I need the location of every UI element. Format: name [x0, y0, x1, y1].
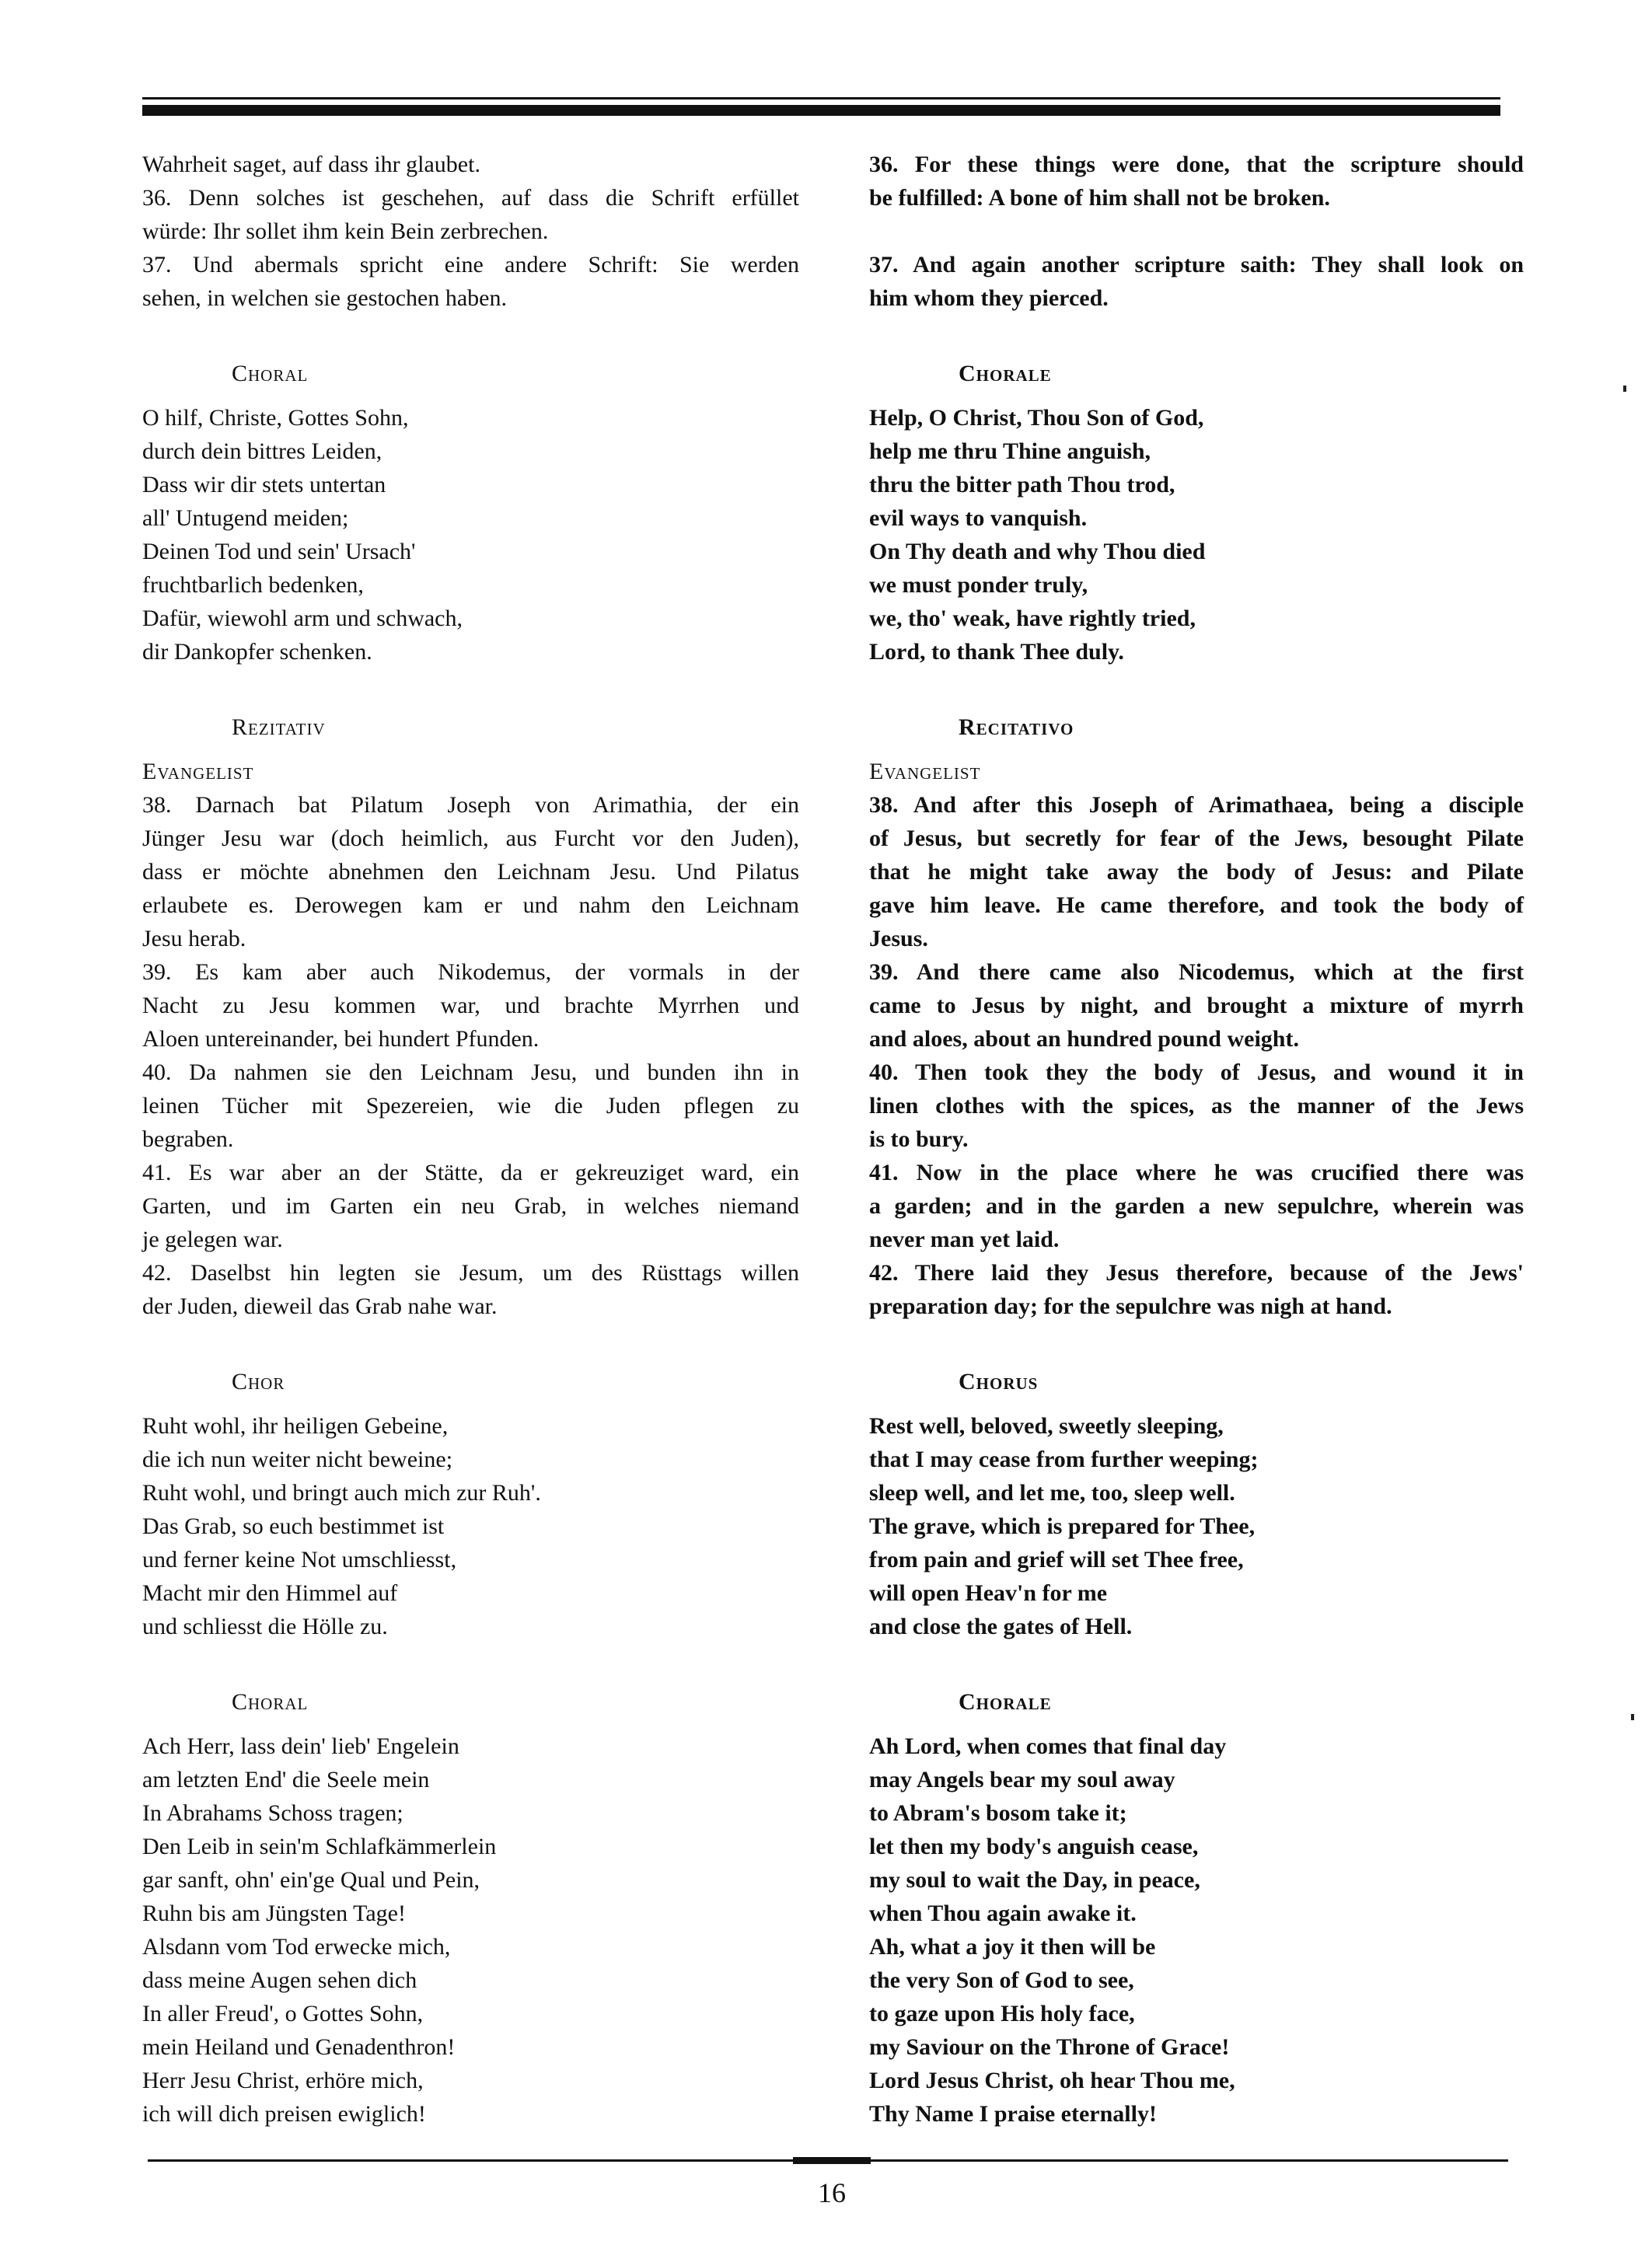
text-line: 39. Es kam aber auch Nikodemus, der vormals in der — [142, 959, 799, 985]
text-line: Nacht zu Jesu kommen war, und brachte Myrrhen und — [142, 993, 799, 1018]
text-line: 36. Denn solches ist geschehen, auf dass die Schrift erfüllet — [142, 185, 799, 211]
text-line: der Juden, dieweil das Grab nahe war. — [142, 1293, 498, 1319]
text-line: 38. Darnach bat Pilatum Joseph von Arimathia, der ein — [142, 792, 799, 818]
text-line: je gelegen war. — [142, 1227, 283, 1252]
german-column — [142, 148, 799, 2131]
de-evangelist-label: Evangelist — [142, 759, 254, 784]
text-line: Ruhn bis am Jüngsten Tage! — [142, 1901, 406, 1926]
text-line: 37. And again another scripture saith: They shall look on — [869, 252, 1524, 278]
en-verse37 — [869, 248, 1524, 315]
text-line: am letzten End' die Seele mein — [142, 1767, 430, 1792]
text-line: sleep well, and let me, too, sleep well. — [869, 1480, 1235, 1506]
text-line: help me thru Thine anguish, — [869, 438, 1151, 464]
text-line: all' Untugend meiden; — [142, 505, 349, 531]
text-line: Macht mir den Himmel auf — [142, 1580, 398, 1606]
text-line: Jesus. — [869, 926, 928, 951]
text-line: we, tho' weak, have rightly tried, — [869, 606, 1196, 631]
text-line: Ah, what a joy it then will be — [869, 1934, 1156, 1960]
en-chorus-text — [869, 1409, 1524, 1643]
text-line: erlaubete es. Derowegen kam er und nahm den Leichnam — [142, 892, 799, 918]
de-choral1-text — [142, 401, 799, 668]
text-line: linen clothes with the spices, as the manner of the Jews — [869, 1093, 1524, 1119]
de-chor-heading: Chor — [232, 1369, 285, 1395]
text-line: ich will dich preisen ewiglich! — [142, 2101, 426, 2127]
text-line: 42. Daselbst hin legten sie Jesum, um des Rüsttags willen — [142, 1260, 799, 1286]
text-line: leinen Tücher mit Spezereien, wie die Juden pflegen zu — [142, 1093, 799, 1119]
en-chorale1-text — [869, 401, 1524, 668]
header-rule-thin — [142, 97, 1500, 99]
text-line: durch dein bittres Leiden, — [142, 438, 382, 464]
text-line: 41. Es war aber an der Stätte, da er gekreuziget ward, ein — [142, 1160, 799, 1185]
en-recitativo-text — [869, 788, 1524, 1323]
text-line: that I may cease from further weeping; — [869, 1447, 1259, 1472]
text-line: 36. For these things were done, that the scripture should — [869, 152, 1524, 177]
text-line: when Thou again awake it. — [869, 1901, 1137, 1926]
margin-speck — [1631, 1714, 1634, 1720]
text-line: preparation day; for the sepulchre was nigh at hand. — [869, 1293, 1392, 1319]
text-line: Rest well, beloved, sweetly sleeping, — [869, 1413, 1224, 1439]
de-intro — [142, 148, 799, 315]
text-line: Alsdann vom Tod erwecke mich, — [142, 1934, 451, 1960]
en-chorale2-text — [869, 1730, 1524, 2131]
de-choral1-heading: Choral — [232, 361, 309, 386]
text-line: fruchtbarlich bedenken, — [142, 572, 364, 598]
text-line: Ruht wohl, und bringt auch mich zur Ruh'. — [142, 1480, 541, 1506]
en-chorale1-heading: Chorale — [959, 361, 1052, 386]
text-line: Aloen untereinander, bei hundert Pfunden. — [142, 1026, 540, 1052]
text-line: that he might take away the body of Jesus: and Pilate — [869, 859, 1524, 885]
text-line: begraben. — [142, 1126, 234, 1152]
de-choral2-heading: Choral — [232, 1689, 309, 1715]
text-line: 40. Then took they the body of Jesus, and wound it in — [869, 1059, 1524, 1085]
text-line: Ah Lord, when comes that final day — [869, 1733, 1227, 1759]
text-line: the very Son of God to see, — [869, 1967, 1134, 1993]
text-line: Herr Jesu Christ, erhöre mich, — [142, 2068, 424, 2093]
text-line: Thy Name I praise eternally! — [869, 2101, 1157, 2127]
text-line: würde: Ihr sollet ihm kein Bein zerbrechen. — [142, 218, 549, 244]
text-line: will open Heav'n for me — [869, 1580, 1108, 1606]
text-line: came to Jesus by night, and brought a mixture of myrrh — [869, 993, 1524, 1018]
header-rule-thick — [142, 105, 1500, 116]
text-line: evil ways to vanquish. — [869, 505, 1088, 531]
text-line: Jünger Jesu war (doch heimlich, aus Furcht vor den Juden), — [142, 826, 799, 851]
text-line: Ach Herr, lass dein' lieb' Engelein — [142, 1733, 459, 1759]
text-line: be fulfilled: A bone of him shall not be broken. — [869, 185, 1330, 211]
en-chorus-heading: Chorus — [959, 1369, 1039, 1395]
text-line: we must ponder truly, — [869, 572, 1088, 598]
text-line: is to bury. — [869, 1126, 969, 1152]
text-line: On Thy death and why Thou died — [869, 539, 1206, 564]
text-line: Das Grab, so euch bestimmet ist — [142, 1513, 445, 1539]
de-choral2-text — [142, 1730, 799, 2131]
text-line: Garten, und im Garten ein neu Grab, in welches niemand — [142, 1193, 799, 1219]
text-line: may Angels bear my soul away — [869, 1767, 1175, 1792]
text-line: Jesu herab. — [142, 926, 246, 951]
text-line: sehen, in welchen sie gestochen haben. — [142, 285, 507, 311]
text-line: of Jesus, but secretly for fear of the Jews, besought Pilate — [869, 826, 1524, 851]
text-line: dir Dankopfer schenken. — [142, 639, 372, 665]
page-number: 16 — [818, 2177, 846, 2208]
text-line: Dafür, wiewohl arm und schwach, — [142, 606, 463, 631]
text-line: Ruht wohl, ihr heiligen Gebeine, — [142, 1413, 449, 1439]
de-rezitativ-text — [142, 788, 799, 1323]
text-line: mein Heiland und Genadenthron! — [142, 2034, 456, 2060]
en-evangelist-label: Evangelist — [869, 759, 981, 784]
text-line: my Saviour on the Throne of Grace! — [869, 2034, 1230, 2060]
margin-speck — [1623, 386, 1626, 392]
text-line: to gaze upon His holy face, — [869, 2001, 1135, 2026]
text-line: 42. There laid they Jesus therefore, because of the Jews' — [869, 1260, 1524, 1286]
text-line: gave him leave. He came therefore, and took the body of — [869, 892, 1524, 918]
text-line: and aloes, about an hundred pound weight. — [869, 1026, 1299, 1052]
text-line: Wahrheit saget, auf dass ihr glaubet. — [142, 152, 480, 177]
text-line: 40. Da nahmen sie den Leichnam Jesu, und bunden ihn in — [142, 1059, 799, 1085]
text-line: never man yet laid. — [869, 1227, 1060, 1252]
de-chor-text — [142, 1409, 799, 1643]
text-line: und schliesst die Hölle zu. — [142, 1614, 388, 1639]
text-line: dass er möchte abnehmen den Leichnam Jesu. Und Pilatus — [142, 859, 799, 885]
en-chorale2-heading: Chorale — [959, 1689, 1052, 1715]
text-line: und ferner keine Not umschliesst, — [142, 1547, 457, 1573]
text-line: 37. Und abermals spricht eine andere Schrift: Sie werden — [142, 252, 799, 278]
text-line: The grave, which is prepared for Thee, — [869, 1513, 1256, 1539]
text-line: gar sanft, ohn' ein'ge Qual und Pein, — [142, 1867, 480, 1893]
text-line: Dass wir dir stets untertan — [142, 472, 386, 497]
text-line: my soul to wait the Day, in peace, — [869, 1867, 1200, 1893]
text-line: thru the bitter path Thou trod, — [869, 472, 1175, 497]
text-line: 41. Now in the place where he was crucified there was — [869, 1160, 1524, 1185]
text-line: 38. And after this Joseph of Arimathaea, being a disciple — [869, 792, 1524, 818]
en-verse-gap — [869, 215, 1524, 248]
text-line: and close the gates of Hell. — [869, 1614, 1133, 1639]
text-line: dass meine Augen sehen dich — [142, 1967, 417, 1993]
text-line: Help, O Christ, Thou Son of God, — [869, 405, 1204, 431]
en-recitativo-heading: Recitativo — [959, 714, 1074, 740]
english-column — [869, 148, 1524, 2131]
en-verse36 — [869, 148, 1524, 215]
text-line: In Abrahams Schoss tragen; — [142, 1800, 403, 1826]
text-line: In aller Freud', o Gottes Sohn, — [142, 2001, 424, 2026]
footer-center-mark — [793, 2157, 871, 2164]
text-line: Lord, to thank Thee duly. — [869, 639, 1124, 665]
text-line: to Abram's bosom take it; — [869, 1800, 1127, 1826]
text-line: Lord Jesus Christ, oh hear Thou me, — [869, 2068, 1235, 2093]
text-line: Deinen Tod und sein' Ursach' — [142, 539, 416, 564]
de-rezitativ-heading: Rezitativ — [232, 714, 326, 740]
text-line: O hilf, Christe, Gottes Sohn, — [142, 405, 409, 431]
footer-rule-left — [148, 2159, 793, 2162]
text-line: 39. And there came also Nicodemus, which at the first — [869, 959, 1524, 985]
text-line: a garden; and in the garden a new sepulchre, wherein was — [869, 1193, 1524, 1219]
text-line: from pain and grief will set Thee free, — [869, 1547, 1244, 1573]
text-line: him whom they pierced. — [869, 285, 1109, 311]
text-line: die ich nun weiter nicht beweine; — [142, 1447, 453, 1472]
text-line: Den Leib in sein'm Schlafkämmerlein — [142, 1834, 497, 1859]
text-line: let then my body's anguish cease, — [869, 1834, 1199, 1859]
footer-rule-right — [871, 2159, 1508, 2162]
